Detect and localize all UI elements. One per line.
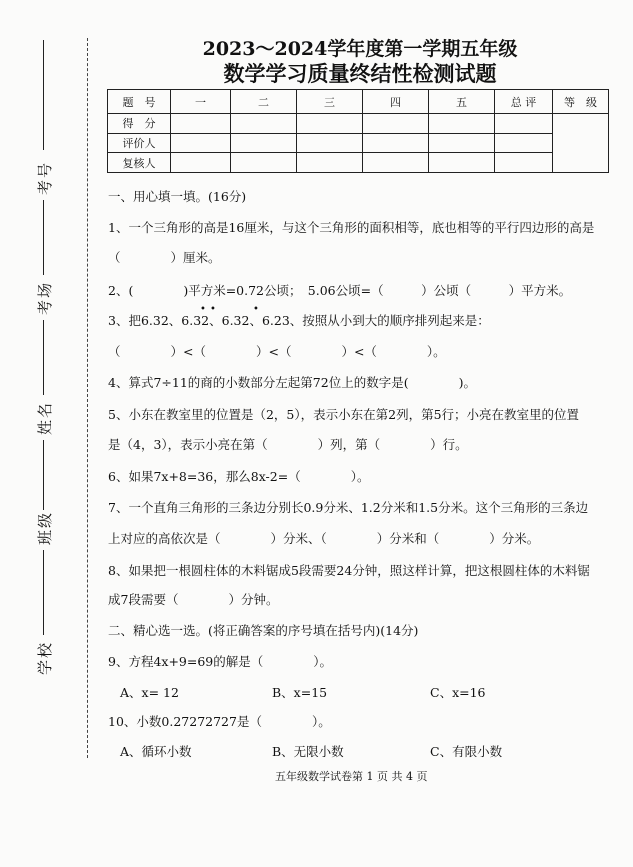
question-10: 10、小数0.27272727是（ ）。 — [108, 714, 331, 729]
exam-no-label: 考号 — [36, 160, 54, 195]
score-table-header-cell: 总 评 — [495, 90, 553, 114]
question-9: 9、方程4x+9=69的解是（ ）。 — [108, 654, 333, 669]
score-table-row-label: 评价人 — [108, 133, 171, 153]
score-table-header-cell: 一 — [171, 90, 231, 114]
question-8: 8、如果把一根圆柱体的木料锯成5段需要24分钟，照这样计算，把这根圆柱体的木料锯 — [108, 563, 590, 578]
score-cell[interactable] — [297, 114, 363, 134]
question-8-cont: 成7段需要（ ）分钟。 — [108, 592, 279, 607]
exam-room-line — [43, 200, 44, 275]
score-cell[interactable] — [231, 153, 297, 173]
q10-option-c: C、有限小数 — [430, 744, 503, 759]
score-cell[interactable] — [429, 153, 495, 173]
repeating-dot: • — [200, 304, 206, 315]
score-cell[interactable] — [297, 133, 363, 153]
score-table-header-cell: 等 级 — [553, 90, 609, 114]
question-1-cont: （ ）厘米。 — [108, 250, 221, 265]
class-label: 班级 — [36, 510, 54, 545]
q9-option-c: C、x=16 — [430, 685, 486, 700]
score-cell[interactable] — [495, 153, 553, 173]
question-6: 6、如果7x+8=36，那么8x-2=（ ）。 — [108, 469, 370, 484]
question-7-cont: 上对应的高依次是（ ）分米、（ ）分米和（ ）分米。 — [108, 531, 540, 546]
score-cell[interactable] — [231, 133, 297, 153]
name-line — [43, 320, 44, 395]
class-line — [43, 440, 44, 510]
question-5-cont: 是（4，3），表示小亮在第（ ）列，第（ ）行。 — [108, 437, 468, 452]
score-table-header-cell: 五 — [429, 90, 495, 114]
score-table-header-cell: 四 — [363, 90, 429, 114]
score-table-row — [108, 133, 609, 153]
score-cell[interactable] — [363, 114, 429, 134]
cut-line — [87, 38, 88, 758]
section-1-heading: 一、用心填一填。(16分) — [108, 189, 247, 204]
score-cell[interactable] — [297, 153, 363, 173]
score-cell[interactable] — [495, 133, 553, 153]
page-footer: 五年级数学试卷第 1 页 共 4 页 — [275, 770, 428, 783]
score-cell[interactable] — [171, 153, 231, 173]
score-table-row-label: 得 分 — [108, 114, 171, 134]
score-table-header-row — [108, 90, 609, 114]
question-7: 7、一个直角三角形的三条边分别长0.9分米、1.2分米和1.5分米。这个三角形的三条边 — [108, 500, 589, 515]
score-table-row — [108, 153, 609, 173]
score-table-row-label: 复核人 — [108, 153, 171, 173]
score-cell[interactable] — [429, 114, 495, 134]
score-table-header-cell: 题 号 — [108, 90, 171, 114]
repeating-dot: • — [253, 304, 259, 315]
q9-option-a: A、x= 12 — [120, 685, 179, 700]
score-cell[interactable] — [231, 114, 297, 134]
school-label: 学校 — [36, 640, 54, 675]
score-cell[interactable] — [495, 114, 553, 134]
question-5: 5、小东在教室里的位置是（2，5），表示小东在第2列，第5行；小亮在教室里的位置 — [108, 407, 580, 422]
question-4: 4、算式7÷11的商的小数部分左起第72位上的数字是( )。 — [108, 375, 476, 390]
q10-option-b: B、无限小数 — [272, 744, 344, 759]
score-cell[interactable] — [171, 114, 231, 134]
question-3-answer: （ ）<（ ）<（ ）<（ ）。 — [108, 344, 446, 359]
score-table-header-cell: 三 — [297, 90, 363, 114]
question-2: 2、( )平方米=0.72公顷； 5.06公顷=（ ）公顷（ ）平方米。 — [108, 283, 572, 298]
score-cell[interactable] — [363, 133, 429, 153]
score-table-header-cell: 二 — [231, 90, 297, 114]
score-cell[interactable] — [429, 133, 495, 153]
score-cell[interactable] — [363, 153, 429, 173]
q9-option-b: B、x=15 — [272, 685, 328, 700]
grade-cell[interactable] — [553, 114, 609, 173]
q10-option-a: A、循环小数 — [120, 744, 192, 759]
binding-margin — [0, 0, 95, 867]
exam-room-label: 考场 — [36, 280, 54, 315]
score-cell[interactable] — [171, 133, 231, 153]
school-line — [43, 550, 44, 635]
repeating-dot: • — [210, 304, 216, 315]
score-table-row — [108, 114, 609, 134]
score-table — [107, 89, 609, 173]
exam-no-line — [43, 40, 44, 150]
question-3: 3、把6.32、6.32、6.32、6.23、按照从小到大的顺序排列起来是： — [108, 313, 490, 328]
question-1: 1、一个三角形的高是16厘米，与这个三角形的面积相等，底也相等的平行四边形的高是 — [108, 220, 595, 235]
exam-title-line1: 2023～2024学年度第一学期五年级 — [202, 38, 518, 60]
exam-title-line2: 数学学习质量终结性检测试题 — [223, 61, 497, 86]
name-label: 姓名 — [36, 400, 54, 435]
section-2-heading: 二、精心选一选。(将正确答案的序号填在括号内)(14分) — [108, 623, 419, 638]
